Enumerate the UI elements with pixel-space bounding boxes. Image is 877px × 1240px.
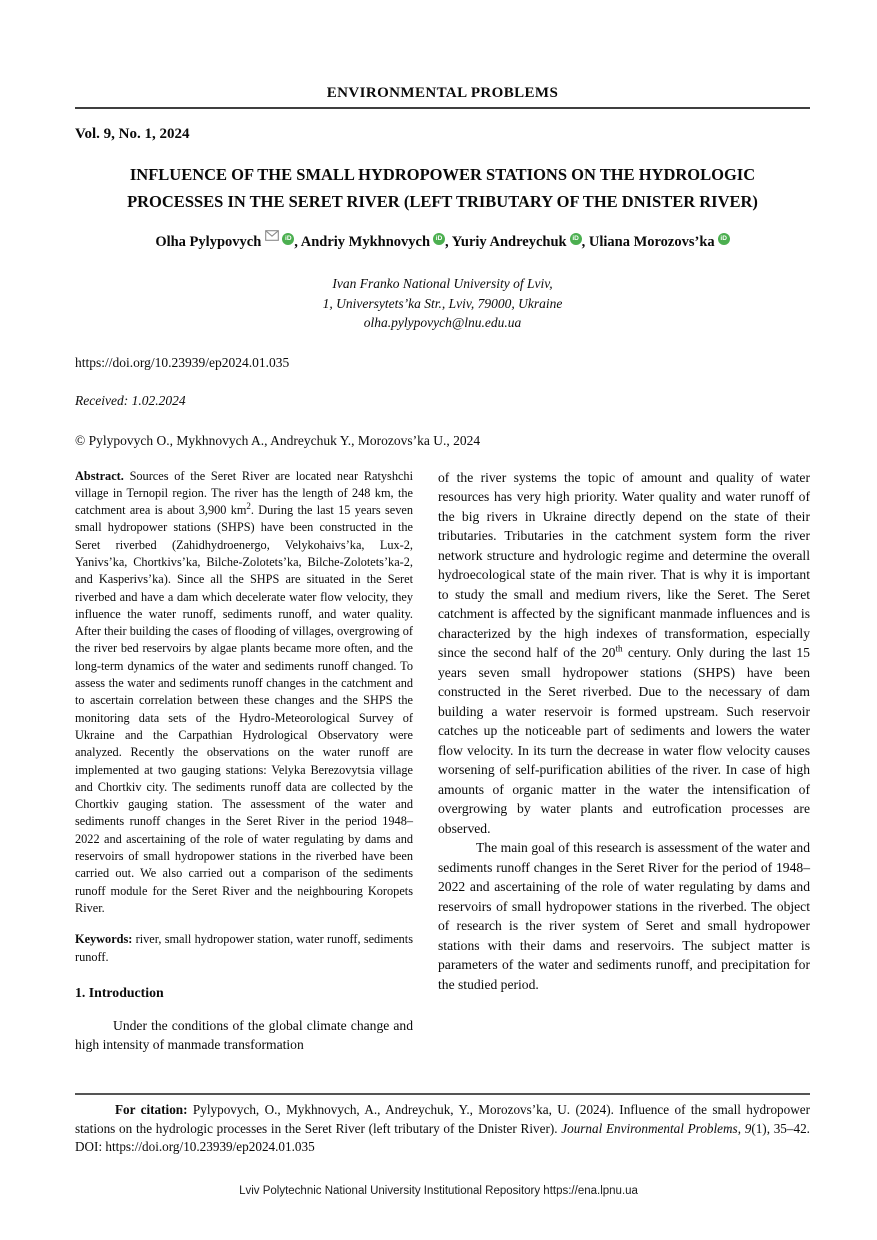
abstract-text-2: . During the last 15 years seven small hydropower stations (SHPS) have been constructed in the Seret riverbed (Zahidhydroenergo, Velykohaivs’ka, Lux-2, Yanivs’ka, Chortkivs’ka, Bilche-Zolotets’ka, Bilche-Zolotets’ka-2, and Kasperivs’ka). Since all the SHPS are situated in the Seret riverbed and have a dam which decelerate water flow velocity, they influence the water runoff, sediments runoff, and water quality. After their building the cases of flooding of villages, overgrowing of the river bed reservoirs by algae plants became more often, and the long-term dynamics of the water and sediments runoff changed. To assess the water and sediments runoff changes in the catchment and to ascertain correlation between these changes and the SHPS the monitoring data sets of the Hydro-Meteorological Survey of Ukraine and the Carpathian Hydrological Observatory were analyzed. Recently the observations on the water runoff are implemented at two gauging stations: Velyka Berezovytsia village and Chortkiv city. The sediments runoff data are collected by the Chortkiv gauging station. The assessment of the water and sediments runoff changes in the Seret River in the period 1948–2022 and ascertaining of the role of water regulating by dams and reservoirs of small hydropower stations in the riverbed have been carried out. We also carried out a comparison of the sediments runoff module for the Seret River and the neighbouring Koropets River. — [75, 503, 413, 915]
authors-line — [75, 232, 810, 252]
affiliation-line2: 1, Universytets’ka Str., Lviv, 79000, Ukraine — [322, 295, 563, 311]
author-separator: , — [445, 234, 452, 250]
author-separator: , — [581, 234, 589, 250]
citation-text-2: , — [737, 1120, 745, 1136]
abstract-superscript: 2 — [246, 501, 251, 511]
abstract-text-1: Sources of the Seret River are located near Ratyshchi village in Ternopil region. The river has the length of 248 km, the catchment area is about 3,900 km — [75, 468, 413, 518]
citation-journal-name: Journal Environmental Problems — [561, 1120, 738, 1136]
copyright-line: © Pylypovych O., Mykhnovych A., Andreychuk Y., Morozovs’ka U., 2024 — [75, 432, 481, 448]
paper-title-line2: PROCESSES IN THE SERET RIVER (LEFT TRIBUTARY OF THE DNISTER RIVER) — [127, 192, 758, 211]
intro-right-superscript: th — [615, 643, 623, 654]
right-column — [438, 468, 810, 1055]
author-olha-pylypovych — [155, 234, 294, 250]
keywords-paragraph — [75, 931, 413, 966]
issue-line: Vol. 9, No. 1, 2024 — [75, 126, 190, 142]
email-envelope-icon[interactable] — [265, 230, 279, 241]
orcid-icon[interactable]: iD — [433, 233, 445, 245]
introduction-paragraph-continued — [438, 468, 810, 839]
intro-right-text-2: century. Only during the last 15 years seven small hydropower stations (SHPS) have been constructed in the Seret riverbed. Due to the necessary of dam building a water reservoir is formed upstream. Such reservoir catches up the noticeable part of sediments and lowers the water flow velocity. In its turn the decrease in water flow velocity causes worsening of self-purification abilities of the river. In case of high amounts of organic matter in the water the intensification of overgrowing by water plants and eutrofication processes are observed. — [438, 645, 810, 836]
paper-title-line1: INFLUENCE OF THE SMALL HYDROPOWER STATIONS ON THE HYDROLOGIC — [129, 165, 756, 184]
citation-volume: 9 — [744, 1120, 752, 1136]
doi-link[interactable]: https://doi.org/10.23939/ep2024.01.035 — [75, 354, 290, 370]
journal-name: ENVIRONMENTAL PROBLEMS — [326, 85, 559, 101]
keywords-label: Keywords: — [75, 932, 133, 947]
left-column — [75, 468, 413, 1055]
author-name: Uliana Morozovs’ka — [588, 234, 715, 250]
paper-title — [75, 161, 810, 215]
repository-footer: Lviv Polytechnic National University Institutional Repository https://ena.lpnu.ua — [239, 1185, 638, 1197]
citation-text-1: Pylypovych, O., Mykhnovych, A., Andreychuk, Y., Morozovs’ka, U. (2024). Influence of the small hydropower stations on the hydrologic processes in the Seret River (left tributary of the Dnister River). — [75, 1102, 810, 1136]
abstract-label: Abstract. — [75, 468, 124, 483]
author-separator: , — [294, 234, 301, 250]
affiliation-line1: Ivan Franko National University of Lviv, — [332, 276, 553, 291]
affiliation-block — [75, 274, 810, 333]
introduction-paragraph-goal: The main goal of this research is assessment of the water and sediments runoff changes in the Seret River for the period of 1948–2022 and ascertaining of the role of water regulating by dams and reservoirs of small hydropower stations in the riverbed. The object of research is the river system of Seret and small hydropower stations with their dams and reservoirs. The subject matter is parameters of the water and sediments runoff, and precipitation for the studied period. — [438, 840, 810, 992]
intro-right-text-1: of the river systems the topic of amount and quality of water resources has very high priority. Water quality and water runoff of the big rivers in Ukraine directly depend on the state of their tributaries. Tributaries in the catchment system form the river network structure and hydrologic regime and determine the overall hydroecological state of the main river. That is why it is important to study the small and medium rivers, like the Seret. The Seret catchment is affected by the significant manmade influences and is characterized by the high indexes of transformation, especially since the second half of the 20 — [438, 469, 810, 660]
author-andriy-mykhnovych — [301, 234, 445, 250]
for-citation-block — [75, 1093, 810, 1157]
section-heading-introduction: 1. Introduction — [75, 984, 164, 1000]
orcid-icon[interactable]: iD — [718, 233, 730, 245]
orcid-icon[interactable]: iD — [282, 233, 294, 245]
citation-text-3: (1), 35–42. DOI: https://doi.org/10.23939/ep2024.01.035 — [75, 1120, 810, 1154]
for-citation-label: For citation: — [115, 1102, 188, 1117]
introduction-paragraph-start: Under the conditions of the global climate change and high intensity of manmade transformation — [75, 1017, 413, 1053]
affiliation-email: olha.pylypovych@lnu.edu.ua — [363, 315, 522, 330]
abstract-paragraph — [75, 468, 413, 918]
orcid-icon[interactable]: iD — [570, 233, 582, 245]
two-column-body — [75, 468, 810, 1055]
author-name: Yuriy Andreychuk — [451, 234, 567, 250]
author-name: Olha Pylypovych — [155, 234, 262, 250]
keywords-text: river, small hydropower station, water runoff, sediments runoff. — [75, 932, 413, 964]
author-name: Andriy Mykhnovych — [300, 234, 431, 250]
author-yuriy-andreychuk — [452, 234, 582, 250]
received-date: Received: 1.02.2024 — [75, 392, 186, 408]
header-rule — [75, 107, 810, 109]
author-uliana-morozovska — [589, 234, 730, 250]
